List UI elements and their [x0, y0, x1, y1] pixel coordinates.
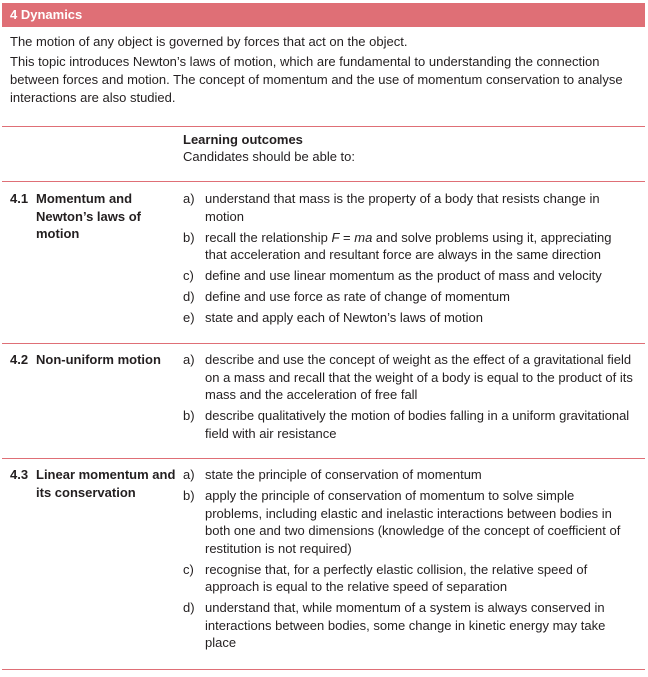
outcome-letter: d) [183, 289, 195, 304]
outcome-item [0, 407, 648, 442]
outcome-text: state and apply each of Newton’s laws of motion [205, 310, 483, 325]
outcome-text: understand that mass is the property of a body that resists change in motion [205, 191, 600, 224]
divider-section-4-1 [2, 181, 645, 182]
outcome-letter: a) [183, 467, 195, 482]
outcome-item [0, 190, 648, 225]
outcome-list [0, 190, 648, 330]
outcome-list [0, 466, 648, 655]
outcome-item [0, 229, 648, 264]
outcome-letter: c) [183, 268, 194, 283]
outcome-letter: c) [183, 561, 194, 577]
divider-section-4-2 [2, 343, 645, 344]
outcome-item [0, 267, 648, 285]
outcome-text: describe qualitatively the motion of bodies falling in a uniform gravitational field with air resistance [205, 408, 630, 441]
learning-outcomes-header [183, 131, 583, 165]
outcome-text-after: and solve problems using it, appreciating that acceleration and resultant force are always in the same direction [205, 229, 612, 262]
outcome-letter: a) [183, 352, 195, 367]
outcome-letter: b) [183, 229, 195, 245]
formula-mass-acceleration: ma [354, 229, 373, 245]
section-title: Non-uniform motion [36, 352, 161, 367]
outcome-text: describe and use the concept of weight as the effect of a gravitational field on a mass and recall that the weight of a body is equal to the product of its mass and the acceleration of free fall [205, 352, 633, 402]
outcome-text: understand that, while momentum of a system is always conserved in interactions between bodies, some change in kinetic energy may take place [205, 600, 606, 650]
outcome-list [0, 351, 648, 446]
section-number: 4.3 [10, 467, 29, 482]
divider-section-4-3 [2, 458, 645, 459]
divider-bottom [2, 669, 645, 670]
outcome-letter: a) [183, 191, 195, 206]
outcome-text-before: recall the relationship [205, 229, 332, 245]
learning-outcomes-subtitle: Candidates should be able to: [183, 149, 356, 164]
outcome-text: apply the principle of conservation of momentum to solve simple problems, including elastic and inelastic interactions between bodies in both one and two dimensions (knowledge of the concept of coefficient of restitution is not required) [205, 488, 621, 556]
formula-equals: = [339, 229, 355, 245]
outcome-item [0, 288, 648, 306]
outcome-text: state the principle of conservation of momentum [205, 467, 482, 482]
section-number: 4.1 [10, 191, 29, 206]
outcome-letter: e) [183, 310, 195, 325]
divider-top [2, 126, 645, 127]
section-header-bar [2, 3, 645, 27]
outcome-letter: b) [183, 408, 195, 423]
outcome-item [0, 309, 648, 327]
outcome-text [205, 229, 633, 264]
outcome-item [0, 487, 648, 557]
outcome-item [0, 351, 648, 404]
outcome-item [0, 561, 648, 596]
formula-force: F [331, 229, 340, 245]
outcome-letter: d) [183, 600, 195, 615]
outcome-item [0, 466, 648, 484]
section-title: Momentum and Newton’s laws of motion [36, 191, 141, 241]
outcome-text: define and use linear momentum as the product of mass and velocity [205, 268, 602, 283]
section-title: Linear momentum and its conservation [36, 467, 176, 500]
outcome-letter: b) [183, 488, 195, 503]
intro-paragraph-1: The motion of any object is governed by forces that act on the object. [10, 34, 408, 49]
section-number: 4.2 [10, 352, 29, 367]
intro-paragraph-2: This topic introduces Newton’s laws of motion, which are fundamental to understanding the connection between forces and motion. The concept of momentum and the use of momentum conservation to analyse interactions are also studied. [10, 54, 623, 105]
learning-outcomes-title: Learning outcomes [183, 132, 303, 147]
section-header-title: 4 Dynamics [10, 7, 83, 22]
outcome-item [0, 599, 648, 652]
outcome-text: define and use force as rate of change of momentum [205, 289, 510, 304]
outcome-text: recognise that, for a perfectly elastic collision, the relative speed of approach is equal to the relative speed of separation [205, 561, 588, 594]
